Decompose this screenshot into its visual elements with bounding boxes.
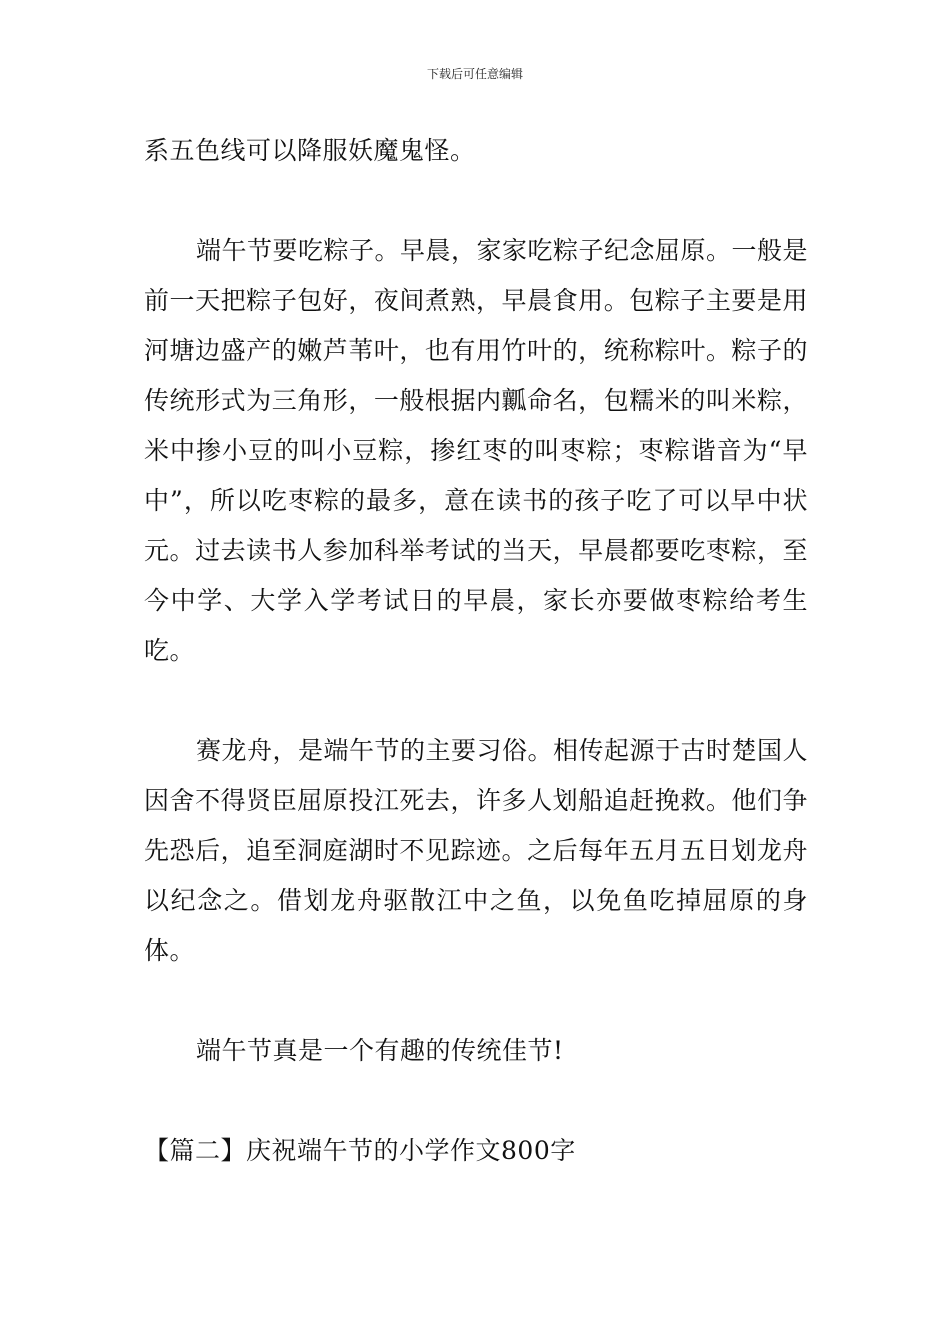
paragraph-gap (144, 176, 808, 226)
paragraph-zongzi: 端午节要吃粽子。早晨，家家吃粽子纪念屈原。一般是前一天把粽子包好，夜间煮熟，早晨食用。包粽子主要是用河塘边盛产的嫩芦苇叶，也有用竹叶的，统称粽叶。粽子的传统形式为三角形，一般根据内瓤命名，包糯米的叫米粽，米中掺小豆的叫小豆粽，掺红枣的叫枣粽；枣粽谐音为“早中”，所以吃枣粽的最多，意在读书的孩子吃了可以早中状元。过去读书人参加科举考试的当天，早晨都要吃枣粽，至今中学、大学入学考试日的早晨，家长亦要做枣粽给考生吃。 (144, 236, 809, 665)
section-heading: 【篇二】庆祝端午节的小学作文800字 (144, 1136, 576, 1165)
paragraph-dragon-boat: 赛龙舟，是端午节的主要习俗。相传起源于古时楚国人因舍不得贤臣屈原投江死去，许多人划船追赶挽救。他们争先恐后，追至洞庭湖时不见踪迹。之后每年五月五日划龙舟以纪念之。借划龙舟驱散江中之鱼，以免鱼吃掉屈原的身体。 (144, 736, 809, 965)
paragraph-gap (144, 1076, 808, 1126)
paragraph-gap (144, 976, 808, 1026)
paragraph-continuation: 系五色线可以降服妖魔鬼怪。 (144, 136, 476, 165)
page-header: 下载后可任意编辑 (426, 67, 523, 81)
paragraph-gap (144, 676, 808, 726)
paragraph-conclusion: 端午节真是一个有趣的传统佳节! (196, 1036, 564, 1065)
document-body (144, 126, 808, 1176)
